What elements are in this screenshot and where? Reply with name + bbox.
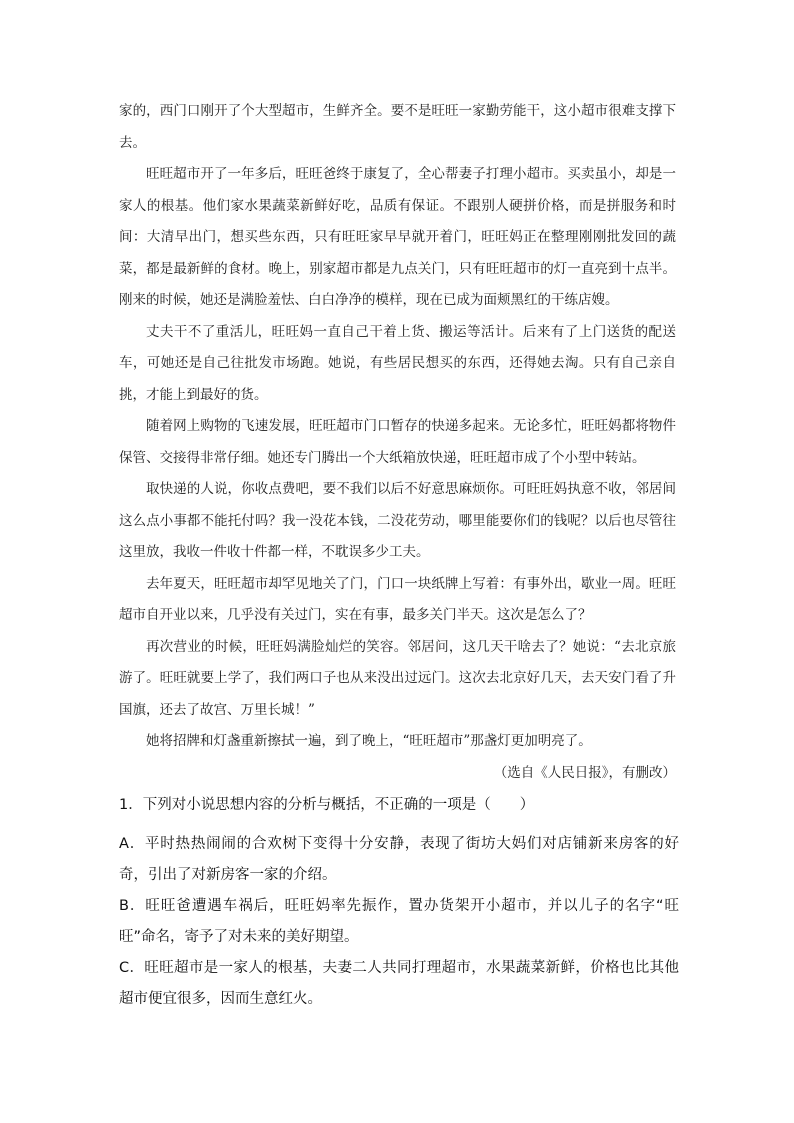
question-section <box>119 790 679 1015</box>
paragraph: 丈夫干不了重活儿，旺旺妈一直自己干着上货、搬运等活计。后来有了上门送货的配送车，可她还是自己往批发市场跑。她说，有些居民想买的东西，还得她去淘。只有自己亲自挑，才能上到最好的货。 <box>119 323 676 403</box>
paragraph: 去年夏天，旺旺超市却罕见地关了门，门口一块纸牌上写着：有事外出，歇业一周。旺旺超市自开业以来，几乎没有关过门，实在有事，最多关门半天。这次是怎么了？ <box>119 575 676 623</box>
paragraph: 她将招牌和灯盏重新擦拭一遍，到了晚上，“旺旺超市”那盏灯更加明亮了。 <box>146 733 592 749</box>
paragraph: 旺旺超市开了一年多后，旺旺爸终于康复了，全心帮妻子打理小超市。买卖虽小，却是一家人的根基。他们家水果蔬菜新鲜好吃，品质有保证。不跟别人硬拼价格，而是拼服务和时间：大清早出门，想买些东西，只有旺旺家早早就开着门，旺旺妈正在整理刚刚批发回的蔬菜，都是最新鲜的食材。晚上，别家超市都是九点关门，只有旺旺超市的灯一直亮到十点半。刚来的时候，她还是满脸羞怯、白白净净的模样，现在已成为面颊黑红的干练店嫂。 <box>119 166 676 308</box>
story-text <box>119 96 676 789</box>
option-a: A．平时热热闹闹的合欢树下变得十分安静，表现了街坊大妈们对店铺新来房客的好奇，引出了对新房客一家的介绍。 <box>119 836 679 883</box>
paragraph: 随着网上购物的飞速发展，旺旺超市门口暂存的快递多起来。无论多忙，旺旺妈都将物件保管、交接得非常仔细。她还专门腾出一个大纸箱放快递，旺旺超市成了个小型中转站。 <box>119 418 676 466</box>
paragraph: 取快递的人说，你收点费吧，要不我们以后不好意思麻烦你。可旺旺妈执意不收，邻居间这么点小事都不能托付吗？我一没花本钱，二没花劳动，哪里能要你们的钱呢？以后也尽管往这里放，我收一件收十件都一样，不耽误多少工夫。 <box>119 481 676 560</box>
question-1: 1．下列对小说思想内容的分析与概括，不正确的一项是（ ） <box>119 797 535 813</box>
paragraph: 再次营业的时候，旺旺妈满脸灿烂的笑容。邻居问，这几天干啥去了？她说：“去北京旅游了。旺旺就要上学了，我们两口子也从来没出过远门。这次去北京好几天，去天安门看了升国旗，还去了故宫、万里长城！” <box>119 638 676 718</box>
paragraph: 家的，西门口刚开了个大型超市，生鲜齐全。要不是旺旺一家勤劳能干，这小超市很难支撑下去。 <box>119 103 676 151</box>
source-citation: （选自《人民日报》，有删改） <box>493 764 676 781</box>
option-c: C．旺旺超市是一家人的根基，夫妻二人共同打理超市，水果蔬菜新鲜，价格也比其他超市便宜很多，因而生意红火。 <box>119 960 679 1007</box>
option-b: B．旺旺爸遭遇车祸后，旺旺妈率先振作，置办货架开小超市，并以儿子的名字“旺旺”命名，寄予了对未来的美好期望。 <box>119 898 679 945</box>
